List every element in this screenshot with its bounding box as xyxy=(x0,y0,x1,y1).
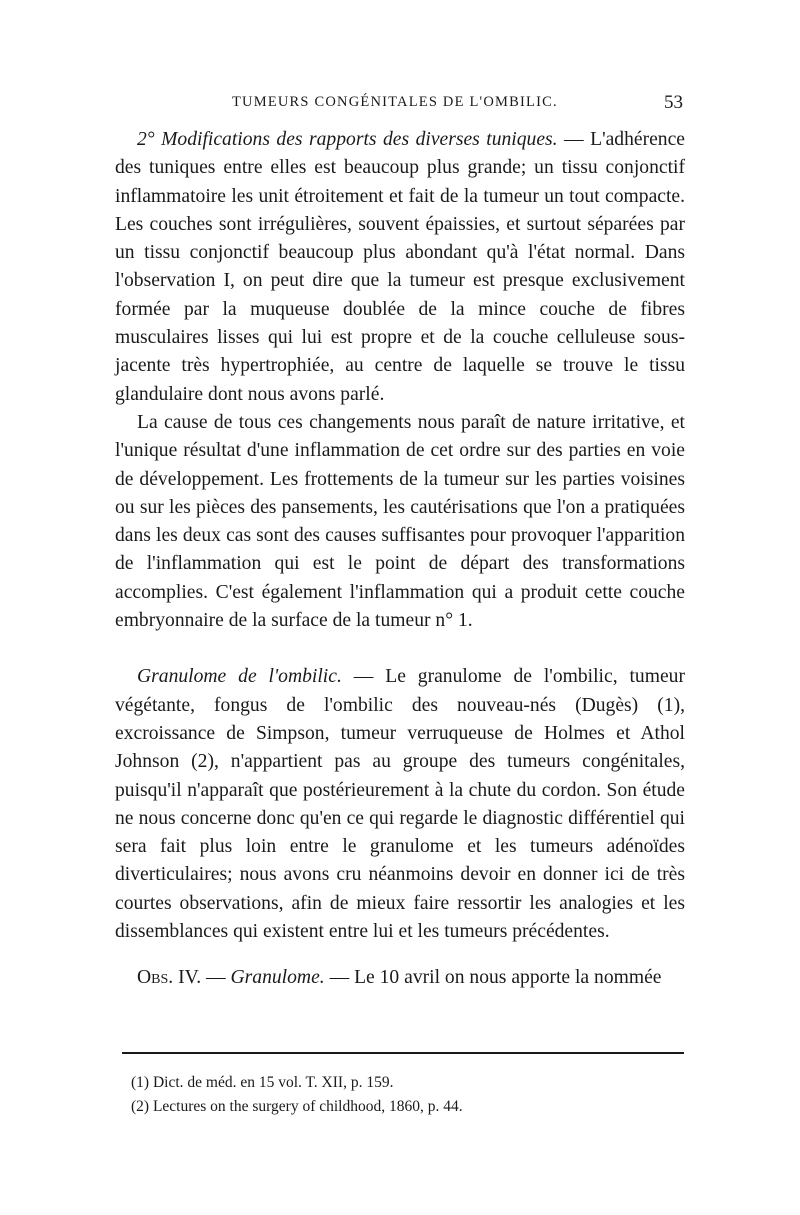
section-heading-granulome: Granulome de l'ombilic. xyxy=(137,666,342,688)
paragraph-modifications-text: — L'adhérence des tuniques entre elles est beaucoup plus grande; un tissu conjonctif inflammatoire les unit étroitement et fait de la tumeur un tout compacte. Les couches sont irrégulières, souvent épaissies, et surtout séparées par un tissu conjonctif beaucoup plus abondant qu'à l'état normal. Dans l'observation I, on peut dire que la tumeur est presque exclusivement formée par la muqueuse doublée de la mince couche de fibres musculaires lisses qui lui est propre et de la couche celluleuse sous-jacente très hypertrophiée, au centre de laquelle se trouve le tissu glandulaire dont nous avons parlé. xyxy=(115,129,685,405)
footnotes xyxy=(131,1071,681,1118)
running-header xyxy=(115,94,685,116)
section-heading-modifications: 2° Modifications des rapports des diverses tuniques. xyxy=(137,129,558,150)
observation-title: Granulome. xyxy=(230,967,325,989)
body-text xyxy=(115,126,685,993)
running-title: TUMEURS CONGÉNITALES DE L'OMBILIC. xyxy=(232,94,558,110)
observation-label: Obs. IV. xyxy=(137,967,202,989)
footnote-divider xyxy=(122,1052,684,1054)
observation-line xyxy=(115,964,685,992)
footnote-2: (2) Lectures on the surgery of childhood, 1860, p. 44. xyxy=(131,1097,463,1115)
paragraph-granulome-text: — Le granulome de l'ombilic, tumeur végétante, fongus de l'ombilic des nouveau-nés (Dugès) (1), excroissance de Simpson, tumeur verruqueuse de Holmes et Athol Johnson (2), n'appartient pas au groupe des tumeurs congénitales, puisqu'il n'apparaît que postérieurement à la chute du cordon. Son étude ne nous concerne donc qu'en ce qui regarde le diagnostic différentiel qui sera fait plus loin entre le granulome et les tumeurs adénoïdes diverticulaires; nous avons cru néanmoins devoir en donner ici de très courtes observations, afin de mieux faire ressortir les analogies et les dissemblances qui existent entre lui et les tumeurs précédentes. xyxy=(115,666,685,943)
paragraph-cause: La cause de tous ces changements nous paraît de nature irritative, et l'unique résultat d'une inflammation de cet ordre sur des parties en voie de développement. Les frottements de la tumeur sur les parties voisines ou sur les pièces des pansements, les cautérisations que l'on a pratiquées dans les deux cas sont des causes suffisantes pour provoquer l'apparition de l'inflammation qui est le point de départ des transformations accomplies. C'est également l'inflammation qui a produit cette couche embryonnaire de la surface de la tumeur n° 1. xyxy=(115,411,685,632)
paragraph-granulome xyxy=(115,663,685,946)
footnote-1: (1) Dict. de méd. en 15 vol. T. XII, p. 159. xyxy=(131,1074,394,1091)
observation-dash: — xyxy=(201,967,231,989)
page-number: 53 xyxy=(664,92,683,113)
paragraph-modifications xyxy=(115,126,685,409)
observation-text: — Le 10 avril on nous apporte la nommée xyxy=(324,967,662,989)
